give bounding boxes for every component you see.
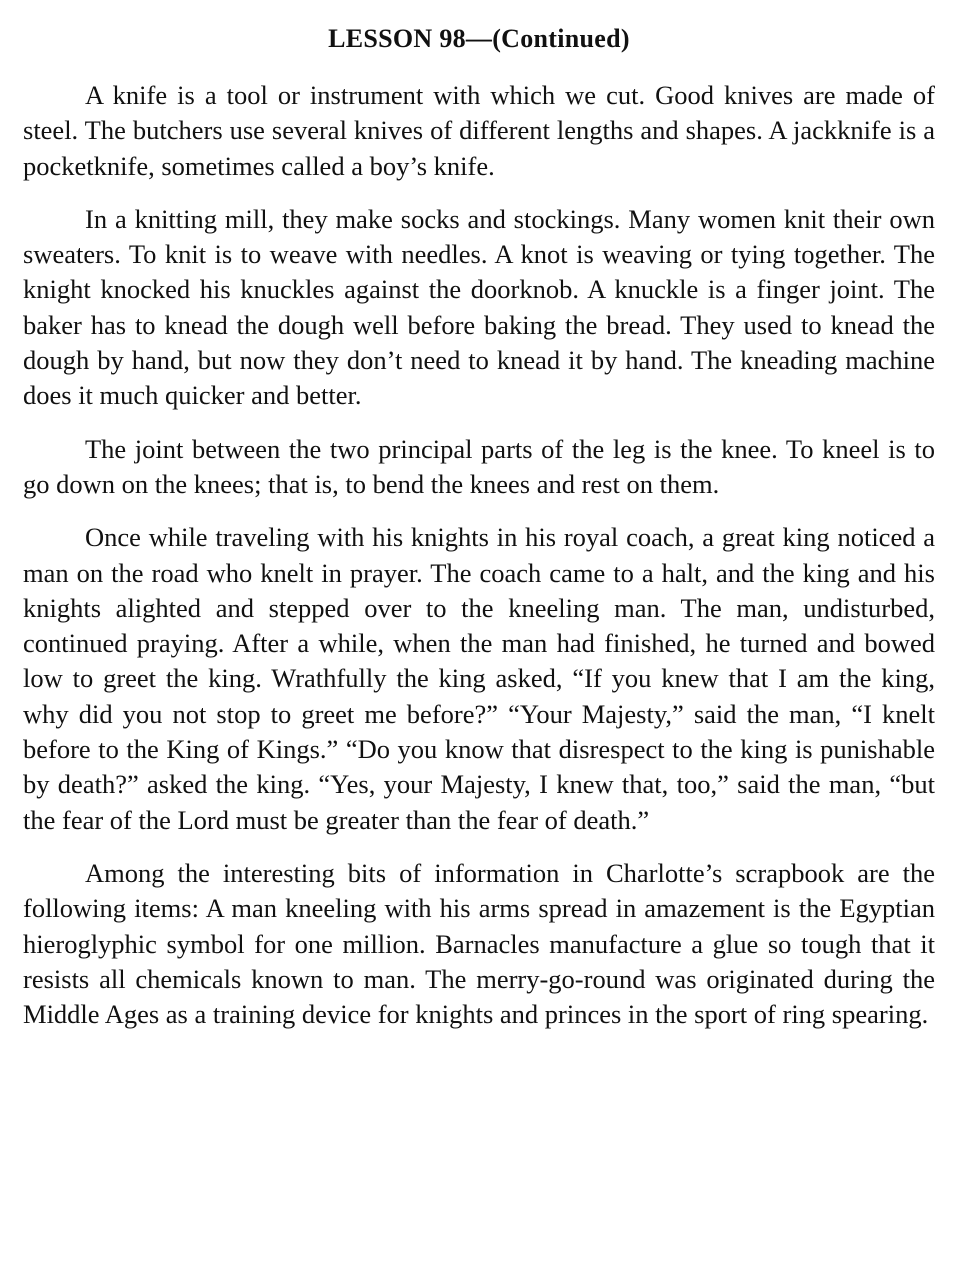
paragraph-knives: A knife is a tool or instrument with which we cut. Good knives are made of steel. The butchers use several knives of different lengths and shapes. A jackknife is a pocketknife, sometimes called a boy’s knife. [23,80,935,181]
paragraph-knee: The joint between the two principal parts of the leg is the knee. To kneel is to go down on the knees; that is, to bend the knees and rest on them. [23,433,935,499]
paragraph-scrapbook: Among the interesting bits of information in Charlotte’s scrapbook are the following items: A man kneeling with his arms spread in amazement is the Egyptian hieroglyphic symbol for one million. Barnacles manufacture a glue so tough that it resists all chemicals known to man. The merry-go-round was originated during the Middle Ages as a training device for knights and princes in the sport of ring spearing. [23,857,935,1030]
document-page [23,22,935,1050]
paragraph-king-story: Once while traveling with his knights in his royal coach, a great king noticed a man on the road who knelt in prayer. The coach came to a halt, and the king and his knights alighted and stepped over to the kneeling man. The man, undisturbed, continued praying. After a while, when the man had finished, he turned and bowed low to greet the king. Wrathfully the king asked, “If you knew that I am the king, why did you not stop to greet me before?” “Your Majesty,” said the man, “I knelt before to the King of Kings.” “Do you know that disrespect to the king is punishable by death?” asked the king. “Yes, your Majesty, I knew that, too,” said the man, “but the fear of the Lord must be greater than the fear of death.” [23,522,935,835]
paragraph-knitting: In a knitting mill, they make socks and stockings. Many women knit their own sweaters. To knit is to weave with needles. A knot is weaving or tying together. The knight knocked his knuckles against the doorknob. A knuckle is a finger joint. The baker has to knead the dough well before baking the bread. They used to knead the dough by hand, but now they don’t need to knead it by hand. The kneading machine does it much quicker and better. [23,203,935,411]
lesson-title: LESSON 98—(Continued) [328,24,630,53]
